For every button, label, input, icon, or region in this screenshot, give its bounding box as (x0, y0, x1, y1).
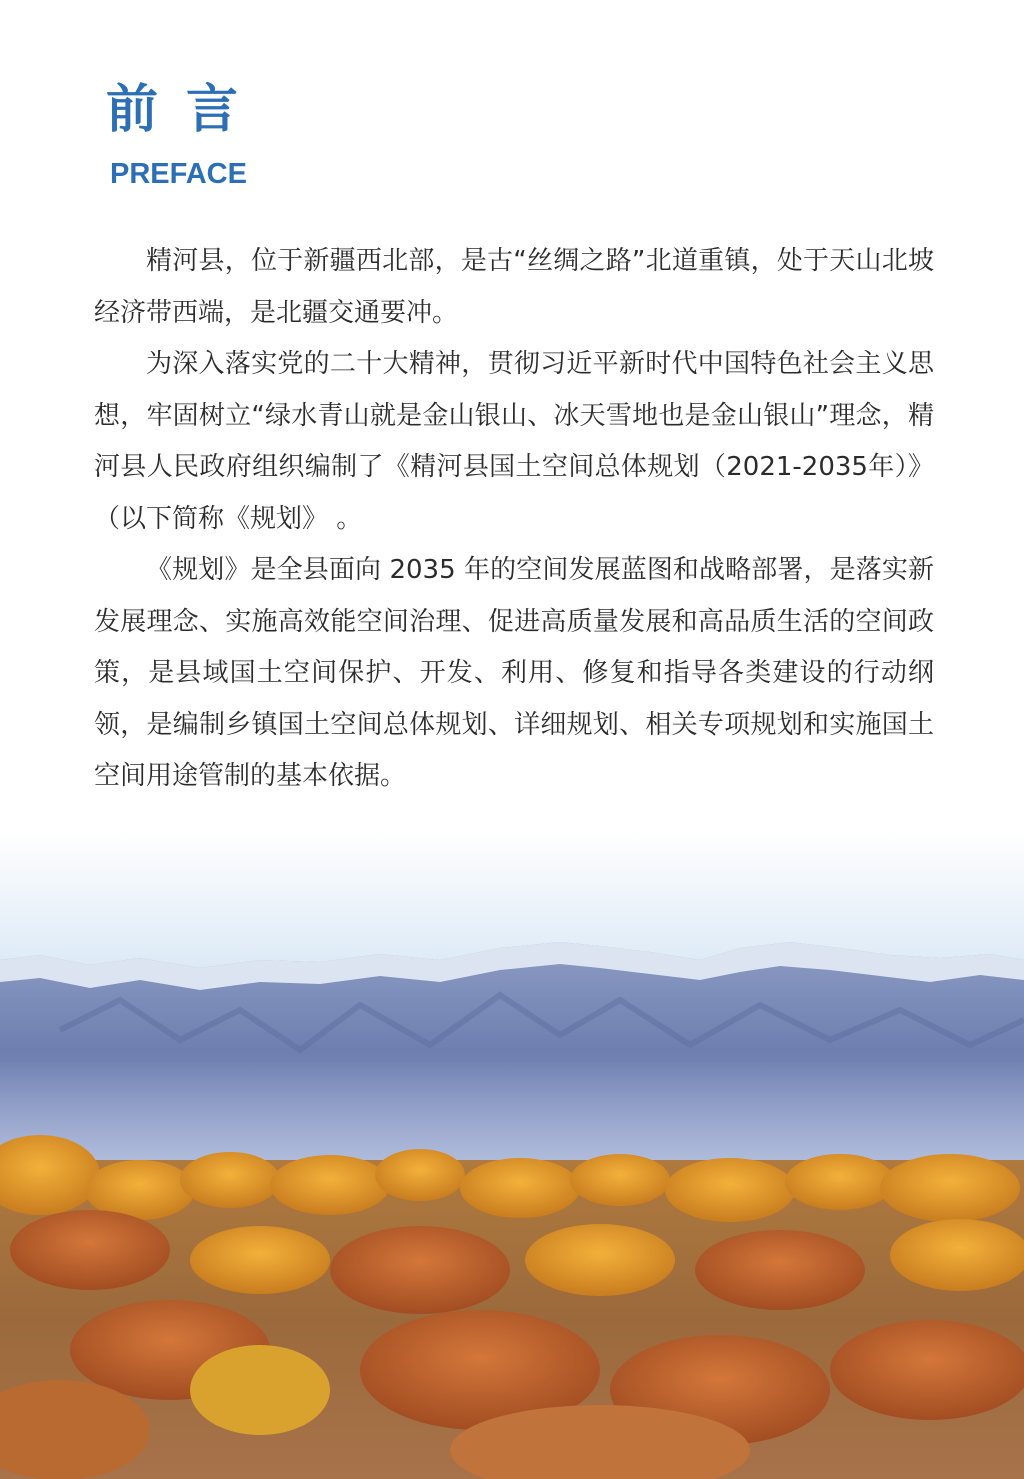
paragraph-1: 精河县，位于新疆西北部，是古“丝绸之路”北道重镇，处于天山北坡经济带西端，是北疆交通要冲。 (94, 246, 934, 328)
preface-body (94, 236, 934, 803)
paragraph-2: 为深入落实党的二十大精神，贯彻习近平新时代中国特色社会主义思想，牢固树立“绿水青山就是金山银山、冰天雪地也是金山银山”理念，精河县人民政府组织编制了《精河县国土空间总体规划（2021-2035年）》（以下简称《规划》 。 (94, 349, 934, 534)
page-title: 前言 (106, 80, 267, 140)
valley-haze (0, 1060, 1024, 1170)
page-subtitle: PREFACE (110, 158, 247, 190)
heading (106, 78, 266, 192)
paragraph-3: 《规划》是全县面向 2035 年的空间发展蓝图和战略部署，是落实新发展理念、实施高效能空间治理、促进高质量发展和高品质生活的空间政策，是县域国土空间保护、开发、利用、修复和指导各类建设的行动纲领，是编制乡镇国土空间总体规划、详细规划、相关专项规划和实施国土空间用途管制的基本依据。 (94, 555, 934, 791)
landscape-photo (0, 830, 1024, 1479)
